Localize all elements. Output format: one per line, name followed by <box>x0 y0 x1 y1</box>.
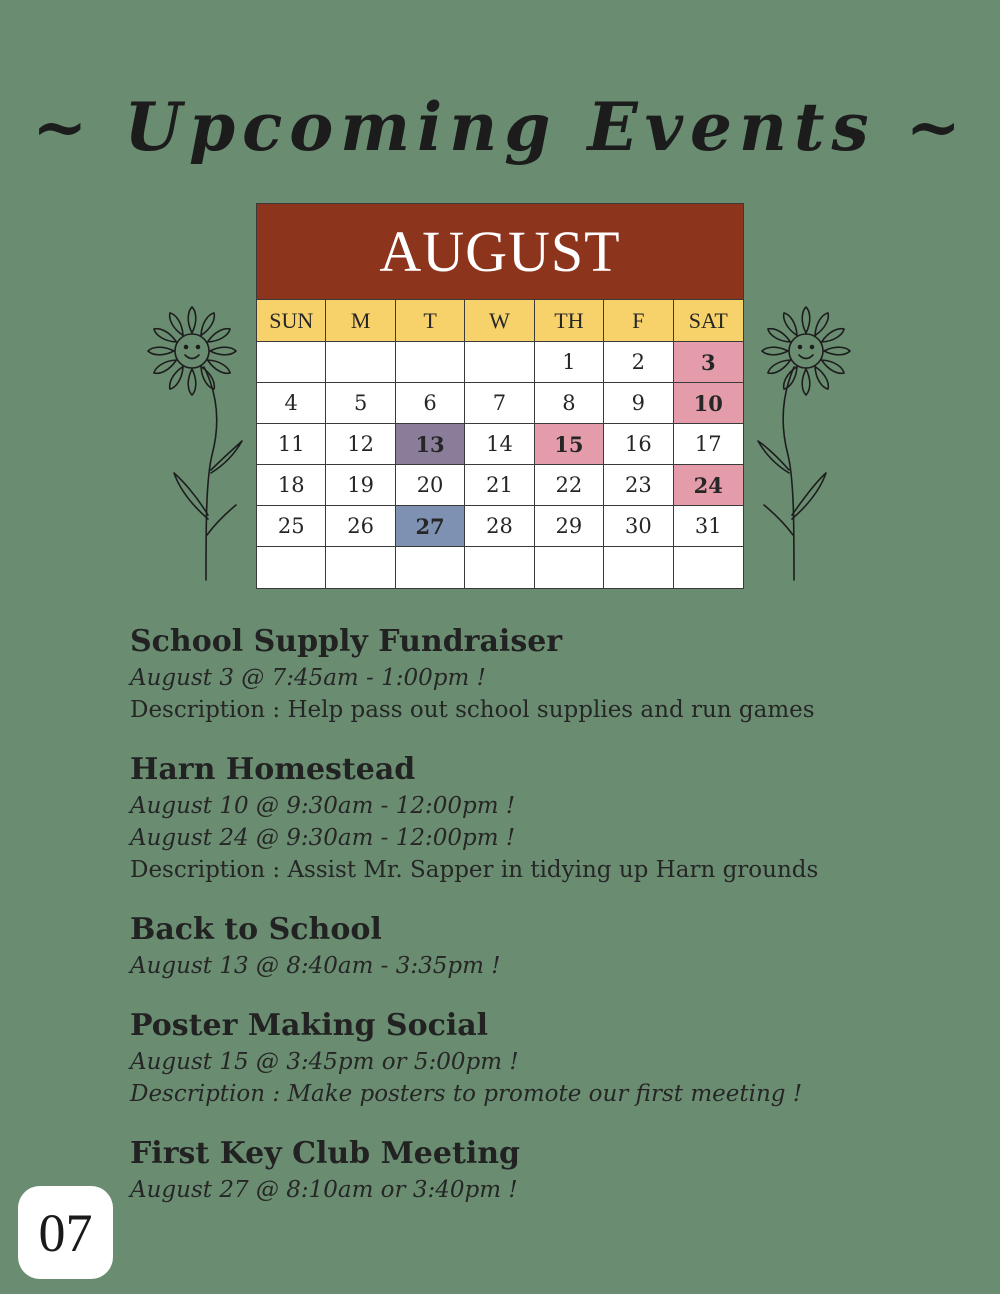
calendar-day <box>326 342 395 383</box>
weekday-header: M <box>326 300 395 342</box>
weekday-header: W <box>465 300 534 342</box>
calendar-day: 2 <box>604 342 673 383</box>
calendar-day: 11 <box>257 424 326 465</box>
calendar-day: 14 <box>465 424 534 465</box>
event-item <box>130 910 970 982</box>
calendar-day <box>604 547 673 588</box>
calendar-day: 21 <box>465 465 534 506</box>
calendar-day <box>396 547 465 588</box>
calendar-day: 20 <box>396 465 465 506</box>
weekday-header: SAT <box>674 300 743 342</box>
event-title: Back to School <box>130 912 382 947</box>
weekday-header: F <box>604 300 673 342</box>
calendar-day: 27 <box>396 506 465 547</box>
page-number: 07 <box>18 1186 113 1279</box>
event-description: Description : Make posters to promote our first meeting ! <box>130 1081 803 1107</box>
event-description: Description : Assist Mr. Sapper in tidying up Harn grounds <box>130 857 819 883</box>
calendar-grid <box>257 300 743 588</box>
weekday-header: SUN <box>257 300 326 342</box>
calendar <box>256 203 744 589</box>
calendar-day: 12 <box>326 424 395 465</box>
event-date: August 15 @ 3:45pm or 5:00pm ! <box>130 1049 519 1075</box>
calendar-day <box>396 342 465 383</box>
event-description: Description : Help pass out school supplies and run games <box>130 697 815 723</box>
calendar-day <box>257 547 326 588</box>
calendar-day: 9 <box>604 383 673 424</box>
calendar-day: 26 <box>326 506 395 547</box>
calendar-day: 18 <box>257 465 326 506</box>
calendar-day <box>535 547 604 588</box>
calendar-day: 5 <box>326 383 395 424</box>
event-item <box>130 622 970 726</box>
event-item <box>130 1006 970 1110</box>
sunflower-icon <box>754 305 854 585</box>
calendar-day: 15 <box>535 424 604 465</box>
calendar-day: 25 <box>257 506 326 547</box>
calendar-day <box>465 547 534 588</box>
event-title: Harn Homestead <box>130 752 416 787</box>
calendar-day: 28 <box>465 506 534 547</box>
calendar-day: 16 <box>604 424 673 465</box>
calendar-day <box>326 547 395 588</box>
event-date: August 10 @ 9:30am - 12:00pm ! <box>130 793 516 819</box>
event-item <box>130 750 970 886</box>
page-title: ~ Upcoming Events ~ <box>32 88 968 166</box>
calendar-day: 13 <box>396 424 465 465</box>
calendar-day: 22 <box>535 465 604 506</box>
event-date: August 27 @ 8:10am or 3:40pm ! <box>130 1177 518 1203</box>
event-date: August 13 @ 8:40am - 3:35pm ! <box>130 953 501 979</box>
calendar-day: 7 <box>465 383 534 424</box>
calendar-day: 31 <box>674 506 743 547</box>
event-title: First Key Club Meeting <box>130 1136 520 1171</box>
calendar-day: 10 <box>674 383 743 424</box>
calendar-day <box>465 342 534 383</box>
calendar-day <box>674 547 743 588</box>
calendar-day: 19 <box>326 465 395 506</box>
calendar-day: 1 <box>535 342 604 383</box>
calendar-day: 24 <box>674 465 743 506</box>
calendar-month: AUGUST <box>257 204 743 300</box>
events-list <box>130 622 970 1230</box>
weekday-header: T <box>396 300 465 342</box>
calendar-day: 3 <box>674 342 743 383</box>
event-date: August 24 @ 9:30am - 12:00pm ! <box>130 825 516 851</box>
event-item <box>130 1134 970 1206</box>
calendar-day: 17 <box>674 424 743 465</box>
calendar-day: 23 <box>604 465 673 506</box>
event-title: Poster Making Social <box>130 1008 489 1043</box>
calendar-day: 29 <box>535 506 604 547</box>
sunflower-icon <box>146 305 246 585</box>
calendar-day <box>257 342 326 383</box>
event-title: School Supply Fundraiser <box>130 624 563 659</box>
calendar-day: 30 <box>604 506 673 547</box>
event-date: August 3 @ 7:45am - 1:00pm ! <box>130 665 486 691</box>
weekday-header: TH <box>535 300 604 342</box>
calendar-day: 4 <box>257 383 326 424</box>
calendar-day: 8 <box>535 383 604 424</box>
calendar-day: 6 <box>396 383 465 424</box>
